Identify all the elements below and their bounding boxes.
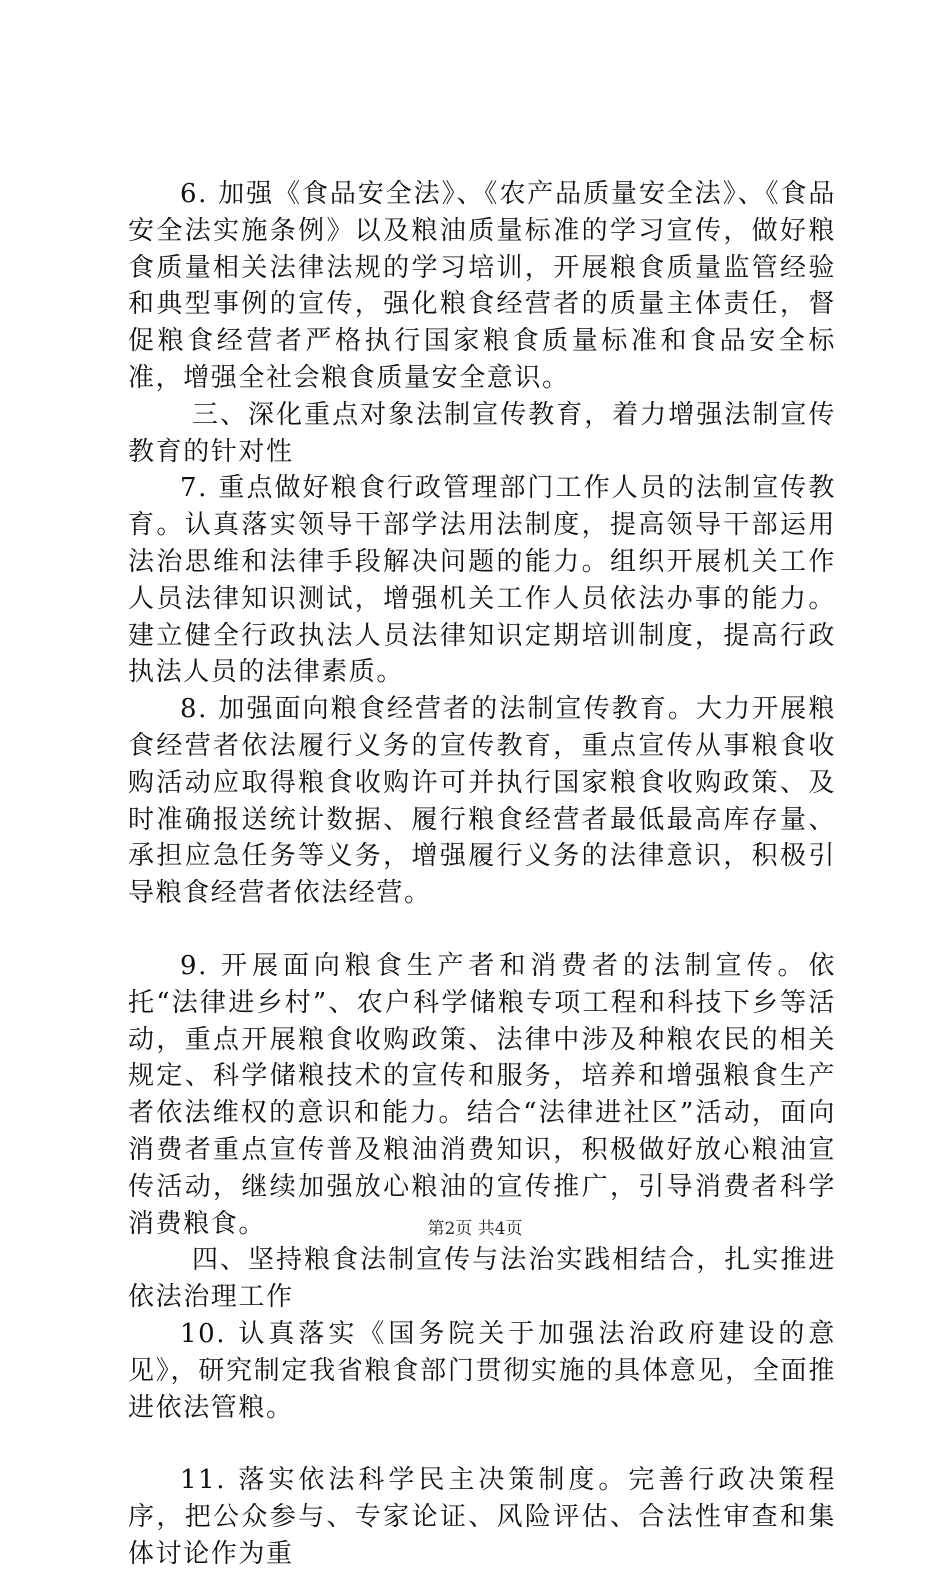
paragraph-item-6: 6. 加强《食品安全法》、《农产品质量安全法》、《食品安全法实施条例》以及粮油质量标准的学习宣传，做好粮食质量相关法律法规的学习培训，开展粮食质量监管经验和典型事例的宣传，强化粮食经营者的质量主体责任，督促粮食经营者严格执行国家粮食质量标准和食品安全标准，增强全社会粮食质量安全意识。: [128, 179, 836, 393]
page-footer: 第2页 共4页: [427, 1219, 523, 1239]
paragraph-item-7: 7. 重点做好粮食行政管理部门工作人员的法制宣传教育。认真落实领导干部学法用法制度，提高领导干部运用法治思维和法律手段解决问题的能力。组织开展机关工作人员法律知识测试，增强机关工作人员依法办事的能力。建立健全行政执法人员法律知识定期培训制度，提高行政执法人员的法律素质。: [128, 473, 836, 688]
document-body: [128, 176, 836, 1573]
section-heading-4: 四、坚持粮食法制宣传与法治实践相结合，扎实推进依法治理工作: [128, 1245, 836, 1313]
paragraph-item-8: 8. 加强面向粮食经营者的法制宣传教育。大力开展粮食经营者依法履行义务的宣传教育，重点宣传从事粮食收购活动应取得粮食收购许可并执行国家粮食收购政策、及时准确报送统计数据、履行粮食经营者最低最高库存量、承担应急任务等义务，增强履行义务的法律意识，积极引导粮食经营者依法经营。: [128, 694, 836, 909]
paragraph-item-9: 9. 开展面向粮食生产者和消费者的法制宣传。依托“法律进乡村”、农户科学储粮专项工程和科技下乡等活动，重点开展粮食收购政策、法律中涉及种粮农民的相关规定、科学储粮技术的宣传和服务，培养和增强粮食生产者依法维权的意识和能力。结合“法律进社区”活动，面向消费者重点宣传普及粮油消费知识，积极做好放心粮油宣传活动，继续加强放心粮油的宣传推广，引导消费者科学消费粮食。: [128, 950, 836, 1239]
paragraph-item-10: 10. 认真落实《国务院关于加强法治政府建设的意见》，研究制定我省粮食部门贯彻实施的具体意见，全面推进依法管粮。: [128, 1318, 836, 1423]
paragraph-gap: [128, 912, 836, 948]
paragraph-gap: [128, 1426, 836, 1462]
paragraph-item-11: 11. 落实依法科学民主决策制度。完善行政决策程序，把公众参与、专家论证、风险评估、合法性审查和集体讨论作为重: [128, 1465, 836, 1569]
section-heading-3: 三、深化重点对象法制宣传教育，着力增强法制宣传教育的针对性: [128, 399, 836, 467]
